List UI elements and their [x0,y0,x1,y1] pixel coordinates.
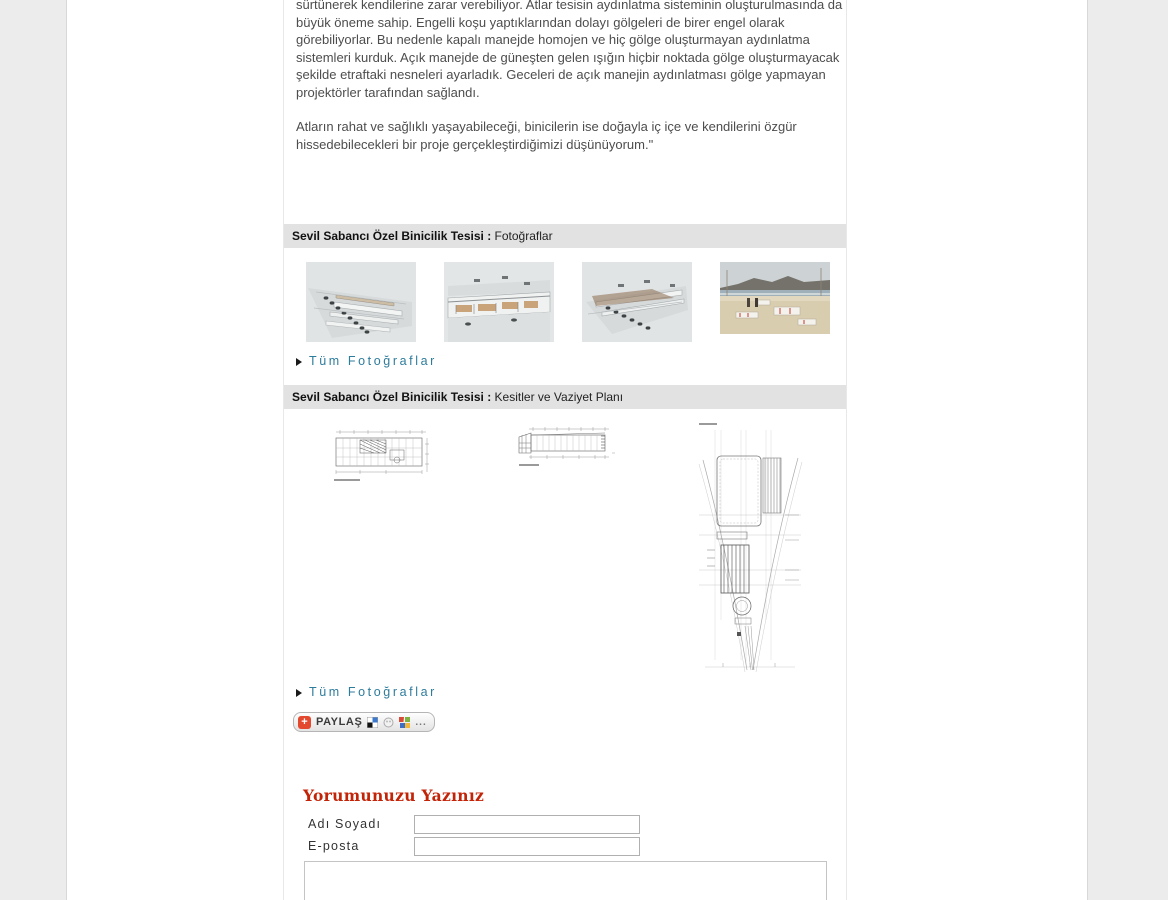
section-header-drawings [284,385,846,409]
section-header-photos [284,224,846,248]
section-elevation-icon [517,423,617,468]
section-title-bold: Sevil Sabancı Özel Binicilik Tesisi : [292,229,492,243]
photo-thumbnail-2[interactable] [444,262,554,347]
name-label: Adı Soyadı [308,817,382,831]
floor-plan-icon [330,424,432,484]
section-title-normal: Fotoğraflar [494,229,553,243]
render-image-icon [444,262,554,342]
addthis-plus-icon: + [298,716,311,729]
msn-share-icon [399,717,410,728]
all-photos-link[interactable] [296,685,437,699]
photo-thumbnail-3[interactable] [582,262,692,347]
render-image-icon [306,262,416,342]
column-divider-left [283,0,284,900]
arena-photo-icon [720,262,830,334]
name-field[interactable] [414,815,640,834]
bookmark-service-icon [383,717,394,728]
drawing-thumbnail-1[interactable] [330,424,432,489]
site-plan-icon [695,420,805,675]
drawing-thumbnail-2[interactable] [517,423,617,473]
photo-thumbnail-1[interactable] [306,262,416,347]
arrow-right-icon [296,689,302,697]
comment-textarea[interactable] [304,861,827,900]
all-photos-link-label: Tüm Fotoğraflar [309,685,437,699]
comment-form-heading: Yorumunuzu Yazınız [303,786,485,805]
render-image-icon [582,262,692,342]
email-field[interactable] [414,837,640,856]
section-title-normal: Kesitler ve Vaziyet Planı [494,390,624,404]
drawing-thumbnail-siteplan[interactable] [695,420,805,680]
share-button-label: PAYLAŞ [316,716,363,728]
email-label: E-posta [308,839,360,853]
arrow-right-icon [296,358,302,366]
section-title-bold: Sevil Sabancı Özel Binicilik Tesisi : [292,390,492,404]
share-more-label: ... [415,716,427,728]
article-paragraph: Atların rahat ve sağlıklı yaşayabileceği, binicilerin ise doğayla iç içe ve kendilerini özgür hissedebilecekleri bir proje gerçekleştirdiğimizi düşünüyorum." [296,119,797,152]
photo-thumbnail-4[interactable] [720,262,830,339]
all-photos-link[interactable] [296,354,437,368]
all-photos-link-label: Tüm Fotoğraflar [309,354,437,368]
article-body [296,0,847,170]
delicious-icon [367,717,378,728]
share-button[interactable] [293,712,435,732]
article-paragraph: sürtünerek kendilerine zarar verebiliyor. Atlar tesisin aydınlatma sisteminin oluşturulmasında da büyük öneme sahip. Engelli koşu yaptıklarından dolayı gölgeleri de birer engel olarak görebiliyorlar. Bu nedenle kapalı manejde homojen ve hiç gölge oluşturmayan aydınlatma sistemleri kurduk. Açık manejde de güneşten gelen ışığın hiçbir noktada gölge oluşturmayacak şekilde etraftaki nesneleri ayarladık. Geceleri de açık manejin aydınlatması gölge yapmayan projektörler tarafından sağlandı. [296,0,843,100]
